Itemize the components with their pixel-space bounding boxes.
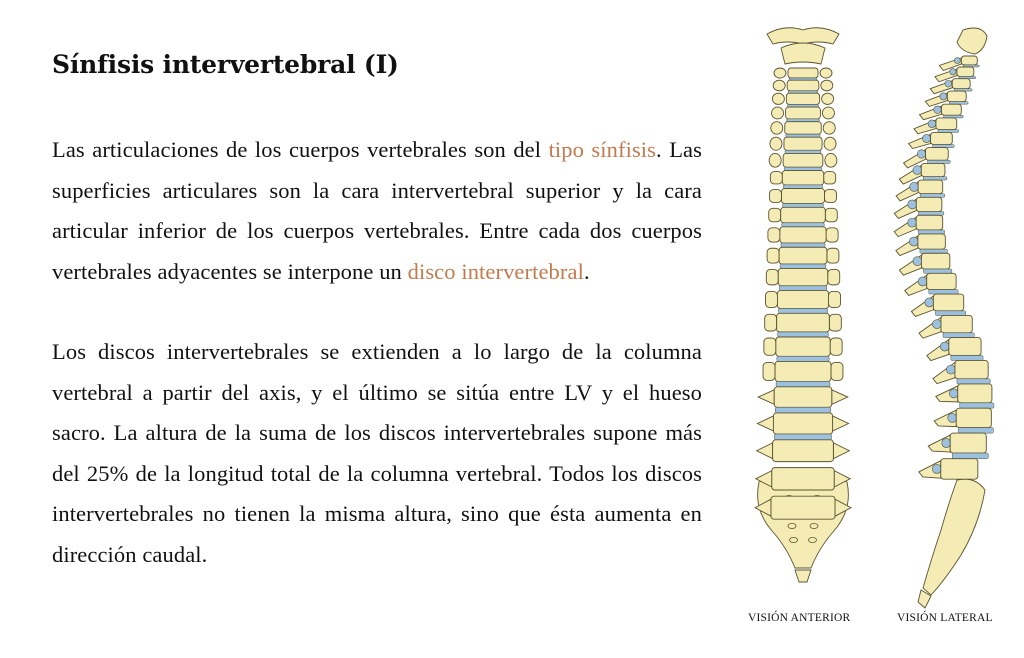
intervertebral-foramen	[923, 134, 931, 142]
transverse-process	[769, 153, 781, 167]
intervertebral-disc-lateral	[923, 269, 951, 273]
text-segment: . Las superficies articulares son la cara intervertebral superior y la cara articular inferior de los cuerpos vertebrales. Entre cada dos cuerpos vertebrales adyacentes se interpone un	[52, 137, 702, 284]
vertebral-body-lateral	[933, 294, 963, 311]
vertebral-body	[776, 337, 830, 356]
transverse-process	[764, 338, 776, 355]
vertebral-body	[774, 387, 832, 408]
intervertebral-disc-lateral	[951, 355, 983, 360]
intervertebral-foramen	[932, 320, 941, 329]
intervertebral-foramen	[954, 58, 960, 64]
transverse-process	[770, 137, 782, 150]
vertebral-body	[786, 93, 819, 104]
transverse-process	[765, 291, 777, 307]
transverse-process	[826, 228, 838, 242]
intervertebral-disc	[775, 407, 831, 413]
vertebral-body	[784, 137, 822, 150]
vertebral-body-lateral	[961, 56, 977, 65]
transverse-process	[758, 390, 774, 405]
intervertebral-foramen	[950, 69, 956, 75]
intervertebral-foramen	[928, 120, 936, 128]
transverse-process	[831, 362, 843, 380]
caption-lateral: VISIÓN LATERAL	[897, 612, 993, 624]
transverse-process	[770, 190, 782, 203]
intervertebral-foramen	[940, 93, 947, 100]
vertebral-body-lateral	[947, 91, 966, 102]
highlight-disco-intervertebral: disco intervertebral	[407, 258, 584, 284]
transverse-process	[830, 338, 842, 355]
vertebral-body	[787, 80, 819, 91]
transverse-process	[769, 208, 781, 222]
transverse-process	[770, 172, 782, 184]
spine-lateral-view	[894, 28, 994, 608]
intervertebral-disc-lateral	[943, 333, 974, 338]
transverse-process	[824, 172, 836, 184]
transverse-process	[757, 416, 773, 431]
transverse-process	[772, 107, 784, 119]
paragraph-intro	[52, 130, 702, 292]
vertebral-body	[775, 361, 831, 381]
intervertebral-foramen	[917, 150, 925, 158]
coccyx	[795, 570, 811, 582]
intervertebral-disc-lateral	[935, 311, 965, 316]
intervertebral-disc	[774, 434, 831, 440]
vertebral-body-lateral	[941, 459, 978, 479]
intervertebral-disc	[782, 223, 825, 227]
intervertebral-disc	[780, 264, 826, 268]
intervertebral-foramen	[913, 257, 922, 266]
vertebral-body	[779, 247, 827, 264]
vertebral-body	[786, 107, 821, 119]
intervertebral-foramen	[910, 182, 919, 191]
intervertebral-disc	[777, 356, 829, 361]
vertebral-body-lateral	[921, 163, 945, 176]
vertebral-body-lateral	[927, 273, 956, 289]
vertebral-body-lateral	[941, 315, 972, 332]
intervertebral-foramen	[945, 80, 952, 87]
transverse-process	[821, 80, 833, 91]
transverse-process	[825, 153, 837, 167]
intervertebral-disc-lateral	[928, 160, 951, 163]
intervertebral-disc	[785, 150, 821, 153]
vertebral-body-lateral	[950, 433, 986, 453]
transverse-process	[823, 122, 835, 134]
transverse-process	[833, 416, 849, 431]
page-title: Sínfisis intervertebral (I)	[52, 50, 399, 79]
vertebral-body-lateral	[941, 104, 961, 115]
axis-vertebra	[781, 43, 825, 64]
intervertebral-foramen	[913, 166, 922, 175]
intervertebral-foramen	[918, 277, 927, 286]
vertebral-body	[782, 189, 825, 204]
paragraph-discs: Los discos intervertebrales se extienden a lo largo de la columna vertebral a partir del axis, y el último se sitúa entre LV y el hueso sacro. La altura de la suma de los discos intervertebrales supone más del 25% de la longitud total de la columna vertebral. Todos los discos intervertebrales no tienen la misma altura, sino que ésta aumenta en dirección caudal.	[52, 339, 702, 567]
vertebral-body-lateral	[916, 215, 943, 230]
vertebral-body	[777, 290, 828, 308]
transverse-process	[774, 68, 786, 78]
vertebral-body	[773, 440, 834, 462]
intervertebral-disc-lateral	[952, 453, 988, 459]
vertebral-body	[782, 171, 823, 185]
intervertebral-foramen	[908, 200, 917, 209]
intervertebral-foramen	[932, 464, 941, 473]
vertebral-body	[780, 227, 826, 243]
intervertebral-foramen	[946, 365, 955, 374]
vertebral-body-lateral	[958, 384, 992, 403]
intervertebral-disc-lateral	[960, 403, 994, 408]
intervertebral-disc	[781, 243, 825, 247]
transverse-process	[768, 228, 780, 242]
transverse-process	[771, 122, 783, 134]
transverse-process	[773, 80, 785, 91]
vertebral-body	[771, 496, 835, 519]
transverse-process	[765, 314, 777, 331]
intervertebral-disc	[778, 309, 827, 314]
intervertebral-disc	[783, 203, 824, 207]
transverse-process	[767, 248, 779, 263]
text-segment: Las articulaciones de los cuerpos vertebrales son del	[52, 137, 549, 162]
vertebral-body	[778, 268, 827, 285]
vertebral-body-lateral	[957, 67, 974, 77]
vertebral-body-lateral	[918, 234, 945, 249]
vertebral-body-lateral	[936, 118, 957, 130]
intervertebral-disc-lateral	[918, 212, 944, 216]
transverse-process	[824, 137, 836, 150]
highlight-tipo-sinfisis: tipo sínfisis	[548, 137, 657, 162]
vertebral-body	[777, 313, 830, 332]
sacrum-lateral	[923, 479, 985, 595]
intervertebral-disc	[783, 185, 822, 189]
vertebral-body-lateral	[926, 148, 949, 161]
vertebral-body-lateral	[918, 180, 943, 194]
vertebral-body-lateral	[952, 79, 970, 89]
intervertebral-disc-lateral	[957, 379, 990, 384]
intervertebral-disc	[784, 167, 822, 170]
intervertebral-disc-lateral	[918, 230, 945, 234]
intervertebral-disc	[776, 381, 830, 386]
transverse-process	[763, 362, 775, 380]
intervertebral-foramen	[909, 237, 918, 246]
vertebral-body	[785, 122, 821, 134]
spine-illustration	[735, 20, 1020, 620]
intervertebral-foramen	[908, 218, 917, 227]
intervertebral-foramen	[948, 413, 957, 422]
atlas-lateral	[957, 28, 987, 54]
intervertebral-disc-lateral	[923, 177, 947, 180]
intervertebral-foramen	[934, 106, 941, 113]
vertebral-body	[772, 468, 834, 490]
vertebral-body	[781, 207, 826, 223]
transverse-process	[824, 190, 836, 203]
text-segment: .	[583, 258, 590, 284]
transverse-process	[766, 269, 778, 284]
vertebral-body-lateral	[916, 197, 942, 211]
spine-anterior-view	[755, 28, 851, 582]
transverse-process	[832, 390, 848, 405]
transverse-process	[825, 208, 837, 222]
vertebral-body-lateral	[921, 253, 949, 269]
vertebral-body-lateral	[955, 360, 988, 378]
intervertebral-foramen	[949, 389, 958, 398]
transverse-process	[757, 443, 773, 459]
vertebral-body-lateral	[956, 408, 991, 427]
transverse-process	[828, 269, 840, 284]
transverse-process	[829, 291, 841, 307]
vertebral-body	[773, 413, 832, 434]
intervertebral-disc	[778, 332, 829, 337]
transverse-process	[833, 443, 849, 459]
intervertebral-foramen	[942, 439, 951, 448]
intervertebral-disc-lateral	[920, 249, 947, 253]
vertebral-body	[788, 68, 818, 78]
intervertebral-foramen	[925, 298, 934, 307]
transverse-process	[829, 314, 841, 331]
transverse-process	[772, 93, 784, 104]
transverse-process	[827, 248, 839, 263]
transverse-process	[820, 68, 832, 78]
intervertebral-disc-lateral	[958, 428, 993, 433]
intervertebral-foramen	[940, 342, 949, 351]
atlas-vertebra	[767, 28, 839, 44]
body-text	[52, 130, 702, 575]
vertebral-body-lateral	[931, 132, 953, 144]
intervertebral-disc-lateral	[933, 145, 955, 148]
intervertebral-disc-lateral	[929, 290, 958, 294]
intervertebral-disc-lateral	[920, 194, 945, 198]
caption-anterior: VISIÓN ANTERIOR	[748, 612, 851, 624]
vertebral-body-lateral	[949, 338, 981, 356]
transverse-process	[822, 93, 834, 104]
transverse-process	[822, 107, 834, 119]
intervertebral-disc	[779, 286, 826, 291]
vertebral-body	[783, 153, 823, 167]
